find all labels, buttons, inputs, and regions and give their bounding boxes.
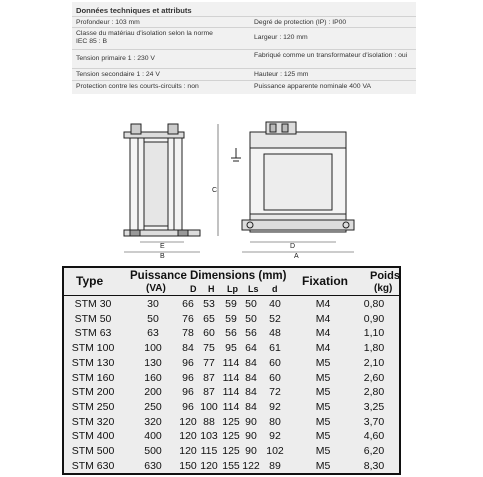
table-cell: 84	[245, 356, 257, 369]
header-sub-h: H	[208, 284, 215, 294]
table-row	[64, 416, 399, 431]
spec-right: Hauteur : 125 mm	[254, 71, 309, 78]
spec-left: Protection contre les courts-circuits : non	[76, 83, 199, 90]
table-row	[64, 298, 399, 313]
header-puissance-unit: (VA)	[146, 283, 166, 294]
dim-label-d: D	[290, 243, 296, 250]
table-cell: M5	[315, 415, 331, 428]
table-cell: M5	[315, 356, 331, 369]
table-cell: 63	[147, 327, 159, 340]
spec-left: Classe du matériau d'isolation selon la norme IEC 85 : B	[76, 30, 213, 46]
table-cell: 3,70	[363, 415, 385, 428]
spec-heading: Données techniques et attributs	[76, 6, 192, 15]
table-cell: M4	[315, 312, 331, 325]
table-cell: M5	[315, 459, 331, 472]
table-row	[64, 445, 399, 460]
table-cell: 90	[245, 415, 257, 428]
table-row	[64, 401, 399, 416]
table-cell: 76	[182, 312, 194, 325]
header-divider	[64, 295, 399, 296]
table-cell: 75	[203, 342, 215, 355]
table-cell: 120	[179, 445, 197, 457]
table-cell: M5	[315, 400, 331, 413]
table-cell: 61	[269, 342, 281, 355]
table-cell: 78	[182, 327, 194, 340]
front-view	[231, 122, 354, 232]
table-cell: 53	[203, 298, 215, 310]
table-cell: M5	[315, 371, 331, 384]
table-cell: STM 50	[74, 312, 112, 325]
table-cell: 80	[269, 415, 281, 428]
table-row	[64, 357, 399, 372]
header-dimensions: Dimensions (mm)	[190, 270, 287, 282]
table-cell: 84	[245, 400, 257, 413]
table-row	[64, 342, 399, 357]
table-cell: 120	[179, 430, 197, 443]
table-cell: 125	[222, 430, 240, 443]
table-cell: 6,20	[363, 445, 385, 457]
table-cell: STM 320	[71, 415, 115, 428]
table-cell: 0,90	[363, 312, 385, 325]
spec-panel	[72, 2, 416, 94]
table-cell: M5	[315, 445, 331, 457]
spec-row	[72, 27, 416, 50]
table-cell: 122	[242, 459, 260, 472]
spec-right: Degré de protection (IP) : IP00	[254, 19, 347, 26]
table-cell: 64	[245, 342, 257, 355]
table-cell: 84	[245, 386, 257, 399]
spec-left: Profondeur : 103 mm	[76, 19, 140, 26]
table-cell: 87	[203, 371, 215, 384]
table-cell: 77	[203, 356, 215, 369]
spec-row	[72, 80, 416, 95]
table-cell: 8,30	[363, 459, 385, 472]
table-row	[64, 386, 399, 401]
table-cell: STM 30	[74, 298, 112, 310]
header-sub-d2: d	[272, 284, 278, 294]
table-cell: 500	[144, 445, 162, 457]
table-cell: 2,60	[363, 371, 385, 384]
table-cell: 84	[245, 371, 257, 384]
transformer-drawing	[118, 118, 364, 260]
table-cell: 400	[144, 430, 162, 443]
table-cell: 100	[200, 400, 218, 413]
table-cell: 103	[200, 430, 218, 443]
table-cell: 84	[182, 342, 194, 355]
spec-right: Fabriqué comme un transformateur d'isolation : oui	[254, 52, 408, 59]
table-cell: 95	[225, 342, 237, 355]
table-cell: 115	[200, 445, 218, 457]
table-cell: STM 630	[71, 459, 115, 472]
table-cell: 90	[245, 430, 257, 443]
table-cell: 50	[245, 298, 257, 310]
table-cell: 60	[203, 327, 215, 340]
table-cell: 114	[222, 386, 240, 399]
table-cell: STM 130	[71, 356, 115, 369]
table-row	[64, 327, 399, 342]
table-cell: 96	[182, 356, 194, 369]
table-cell: 59	[225, 298, 237, 310]
product-table	[62, 266, 401, 475]
table-cell: M4	[315, 342, 331, 355]
table-cell: 90	[245, 445, 257, 457]
table-cell: 4,60	[363, 430, 385, 443]
table-cell: 150	[179, 459, 197, 472]
table-cell: 130	[144, 356, 162, 369]
table-row	[64, 430, 399, 445]
table-cell: 96	[182, 386, 194, 399]
table-cell: 60	[269, 371, 281, 384]
table-cell: STM 63	[74, 327, 112, 340]
table-cell: 30	[147, 298, 159, 310]
table-cell: M4	[315, 327, 331, 340]
table-cell: 1,80	[363, 342, 385, 355]
table-cell: 96	[182, 371, 194, 384]
table-cell: 66	[182, 298, 194, 310]
table-cell: 2,80	[363, 386, 385, 399]
header-sub-ls: Ls	[248, 284, 259, 294]
table-cell: 65	[203, 312, 215, 325]
table-cell: 92	[269, 430, 281, 443]
table-cell: 88	[203, 415, 215, 428]
table-cell: 160	[144, 371, 162, 384]
table-cell: M5	[315, 386, 331, 399]
table-cell: M4	[315, 298, 331, 310]
table-row	[64, 460, 399, 475]
table-cell: 2,10	[363, 356, 385, 369]
header-sub-d: D	[190, 284, 197, 294]
table-cell: 120	[200, 459, 218, 472]
header-poids-unit: (kg)	[374, 283, 393, 294]
table-cell: 60	[269, 356, 281, 369]
table-cell: 87	[203, 386, 215, 399]
table-cell: 59	[225, 312, 237, 325]
table-cell: STM 400	[71, 430, 115, 443]
table-cell: STM 500	[71, 445, 115, 457]
header-type: Type	[76, 274, 104, 288]
table-cell: 89	[269, 459, 281, 472]
table-cell: M5	[315, 430, 331, 443]
table-cell: 114	[222, 400, 240, 413]
table-cell: 125	[222, 445, 240, 457]
table-cell: STM 250	[71, 400, 115, 413]
table-cell: 320	[144, 415, 162, 428]
header-fixation: Fixation	[302, 274, 349, 288]
side-view	[124, 124, 200, 236]
table-cell: 56	[225, 327, 237, 340]
table-cell: 114	[222, 356, 240, 369]
table-cell: 96	[182, 400, 194, 413]
spec-right: Largeur : 120 mm	[254, 34, 308, 41]
table-cell: 56	[245, 327, 257, 340]
table-cell: 250	[144, 400, 162, 413]
header-poids: Poids	[370, 270, 400, 282]
spec-left: Tension secondaire 1 : 24 V	[76, 71, 160, 78]
table-cell: STM 160	[71, 371, 115, 384]
table-cell: 125	[222, 415, 240, 428]
dim-label-e: E	[160, 243, 165, 250]
table-cell: 155	[222, 459, 240, 472]
dim-label-c: C	[212, 187, 218, 194]
table-cell: 630	[144, 459, 162, 472]
header-puissance: Puissance	[130, 270, 187, 282]
table-cell: 50	[245, 312, 257, 325]
table-cell: 120	[179, 415, 197, 428]
dim-label-a: A	[294, 253, 299, 260]
table-cell: 40	[269, 298, 281, 310]
table-cell: 3,25	[363, 400, 385, 413]
table-cell: 52	[269, 312, 281, 325]
table-cell: STM 100	[71, 342, 115, 355]
table-cell: 92	[269, 400, 281, 413]
table-cell: 50	[147, 312, 159, 325]
dim-label-b: B	[160, 253, 165, 260]
table-cell: 1,10	[363, 327, 385, 340]
table-cell: 102	[266, 445, 284, 457]
table-row	[64, 313, 399, 328]
spec-right: Puissance apparente nominale 400 VA	[254, 83, 372, 90]
table-cell: 100	[144, 342, 162, 355]
table-cell: 114	[222, 371, 240, 384]
table-cell: STM 200	[71, 386, 115, 399]
spec-row	[72, 49, 416, 69]
table-cell: 48	[269, 327, 281, 340]
spec-left: Tension primaire 1 : 230 V	[76, 55, 155, 62]
header-sub-lp: Lp	[227, 284, 238, 294]
table-row	[64, 372, 399, 387]
table-cell: 72	[269, 386, 281, 399]
table-cell: 0,80	[363, 298, 385, 310]
table-cell: 200	[144, 386, 162, 399]
